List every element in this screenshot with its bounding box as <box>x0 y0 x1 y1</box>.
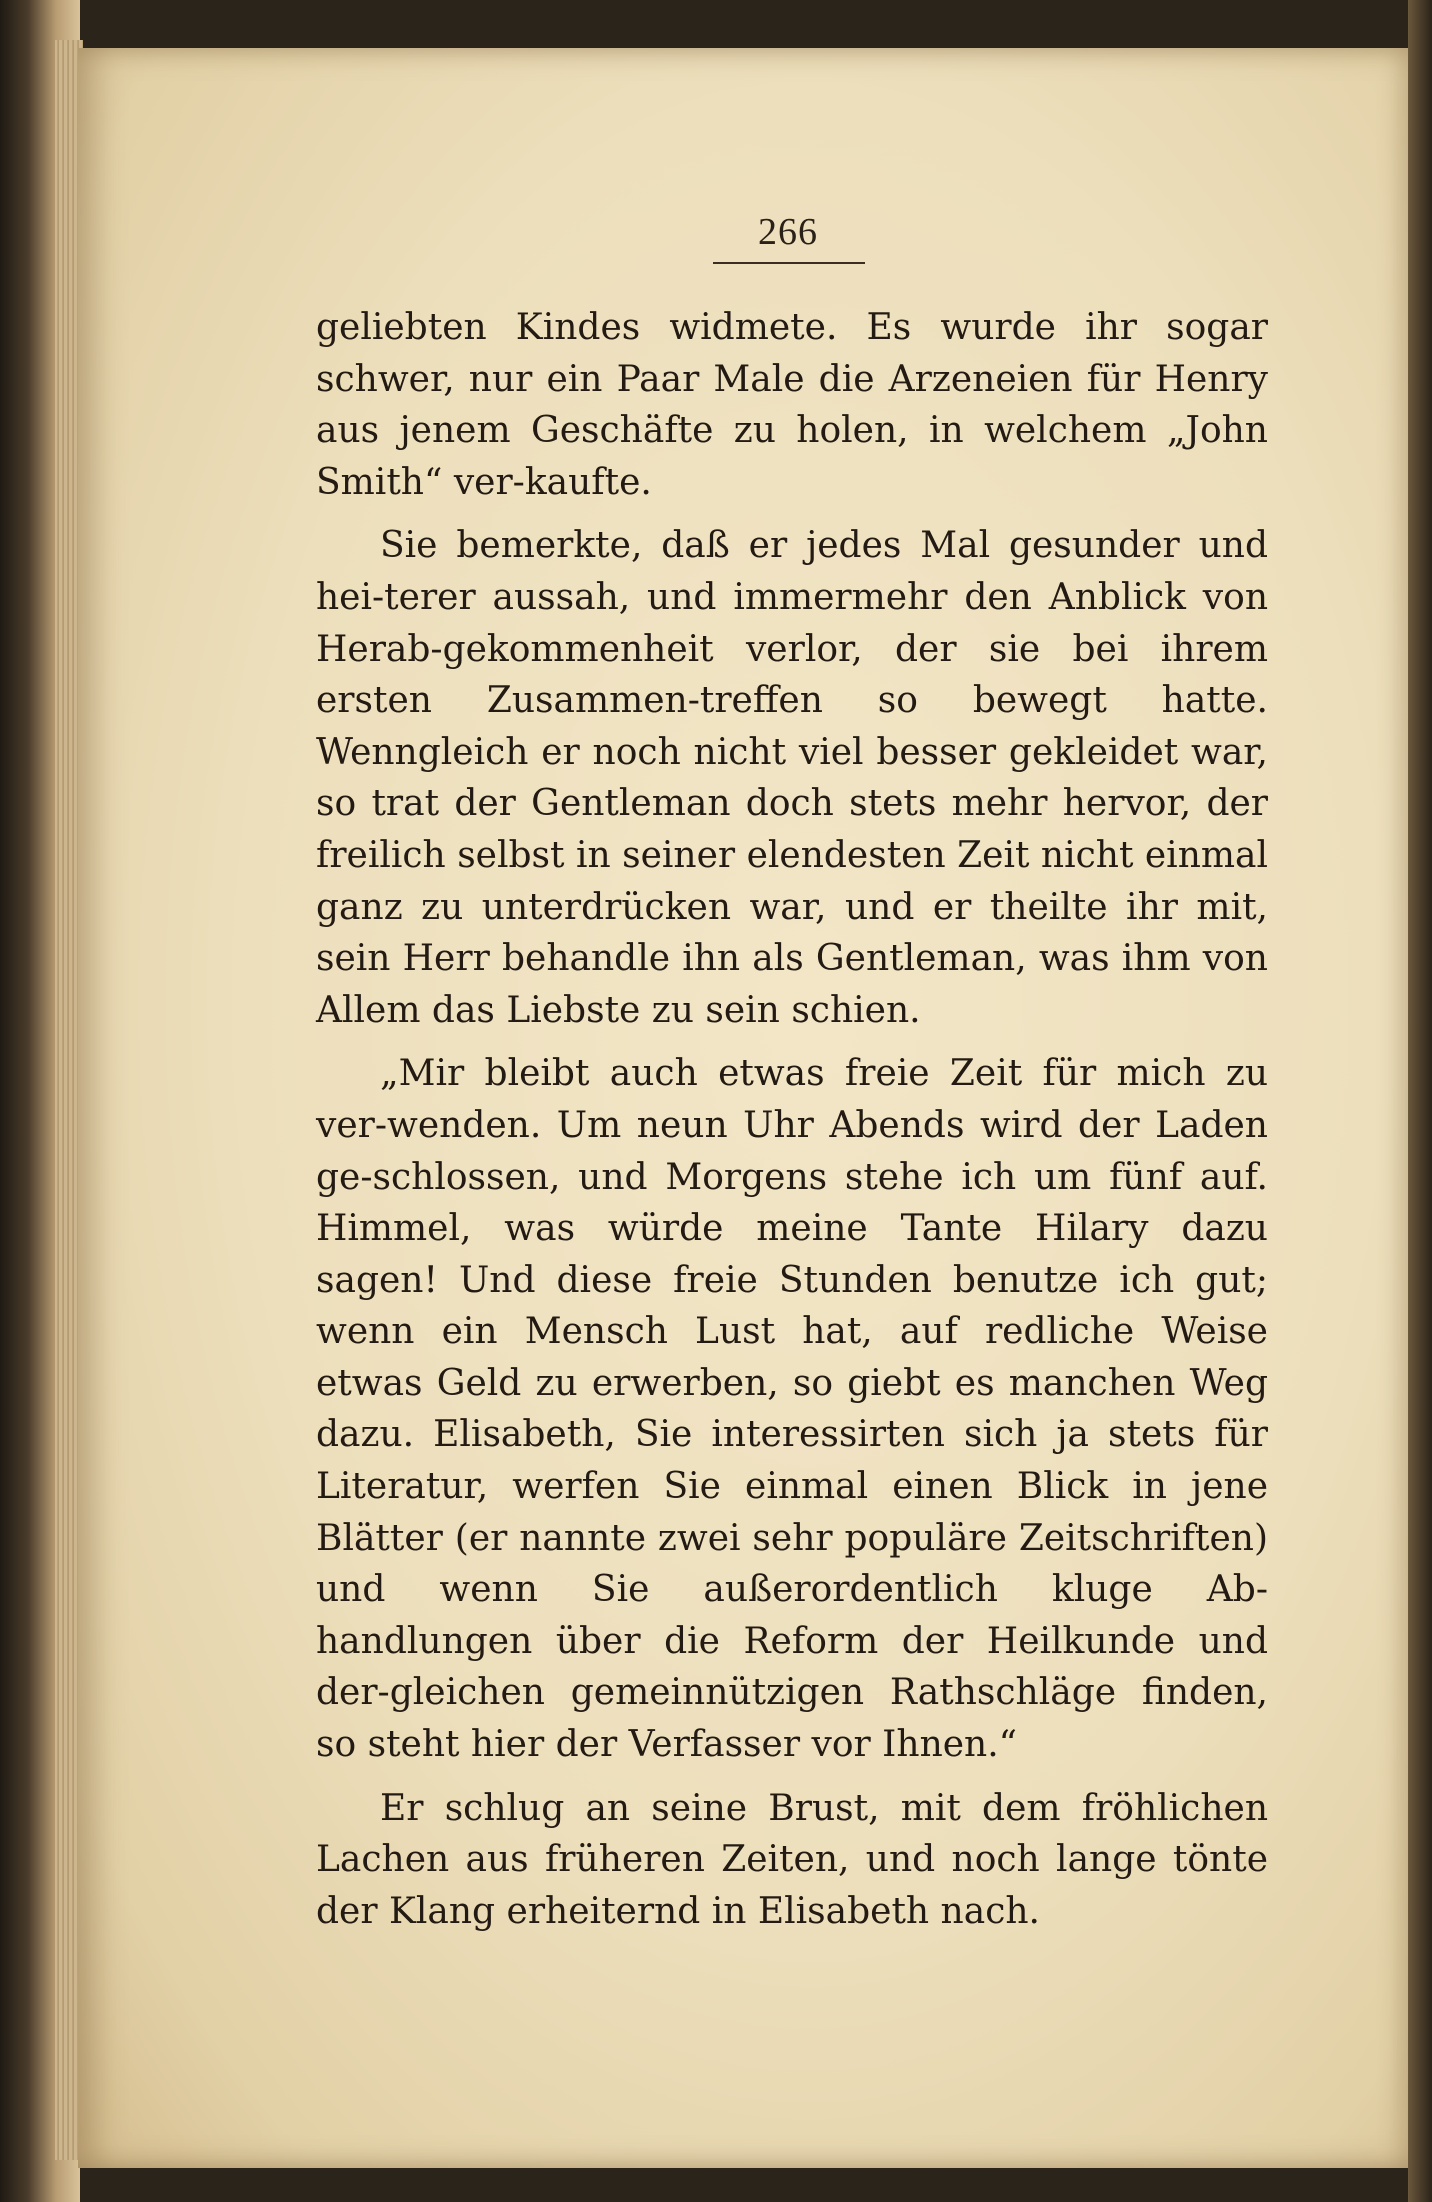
page-number: 266 <box>758 211 818 253</box>
paragraph-2: Sie bemerkte, daß er jedes Mal gesunder und hei-terer aussah, und immermehr den Anblick von Herab-gekommenheit verlor, der sie bei ihrem ersten Zusammen-treffen so bewegt hatte. Wenngleich er noch nicht viel besser gekleidet war, so trat der Gentleman doch stets mehr hervor, der freilich selbst in seiner elendesten Zeit nicht einmal ganz zu unterdrücken war, und er theilte ihr mit, sein Herr behandle ihn als Gentleman, was ihm von Allem das Liebste zu sein schien. <box>316 525 1268 1031</box>
paragraph-1: geliebten Kindes widmete. Es wurde ihr sogar schwer, nur ein Paar Male die Arzeneien für Henry aus jenem Geschäfte zu holen, in welchem „John Smith“ ver-kaufte. <box>316 307 1268 503</box>
paragraph-4: Er schlug an seine Brust, mit dem fröhlichen Lachen aus früheren Zeiten, und noch lange tönte der Klang erheiternd in Elisabeth nach. <box>316 1787 1268 1932</box>
page-right-edge <box>1408 0 1432 2202</box>
paragraph-3: „Mir bleibt auch etwas freie Zeit für mich zu ver-wenden. Um neun Uhr Abends wird der Laden ge-schlossen, und Morgens stehe ich um fünf auf. Himmel, was würde meine Tante Hilary dazu sagen! Und diese freie Stunden benutze ich gut; wenn ein Mensch Lust hat, auf redliche Weise etwas Geld zu erwerben, so giebt es manchen Weg dazu. Elisabeth, Sie interessirten sich ja stets für Literatur, werfen Sie einmal einen Blick in jene Blätter (er nannte zwei sehr populäre Zeitschriften) und wenn Sie außerordentlich kluge Ab-handlungen über die Reform der Heilkunde und der-gleichen gemeinnützigen Rathschläge finden, so steht hier der Verfasser vor Ihnen.“ <box>316 1053 1268 1766</box>
page-number-rule <box>713 262 865 264</box>
body-text <box>316 302 1268 1949</box>
